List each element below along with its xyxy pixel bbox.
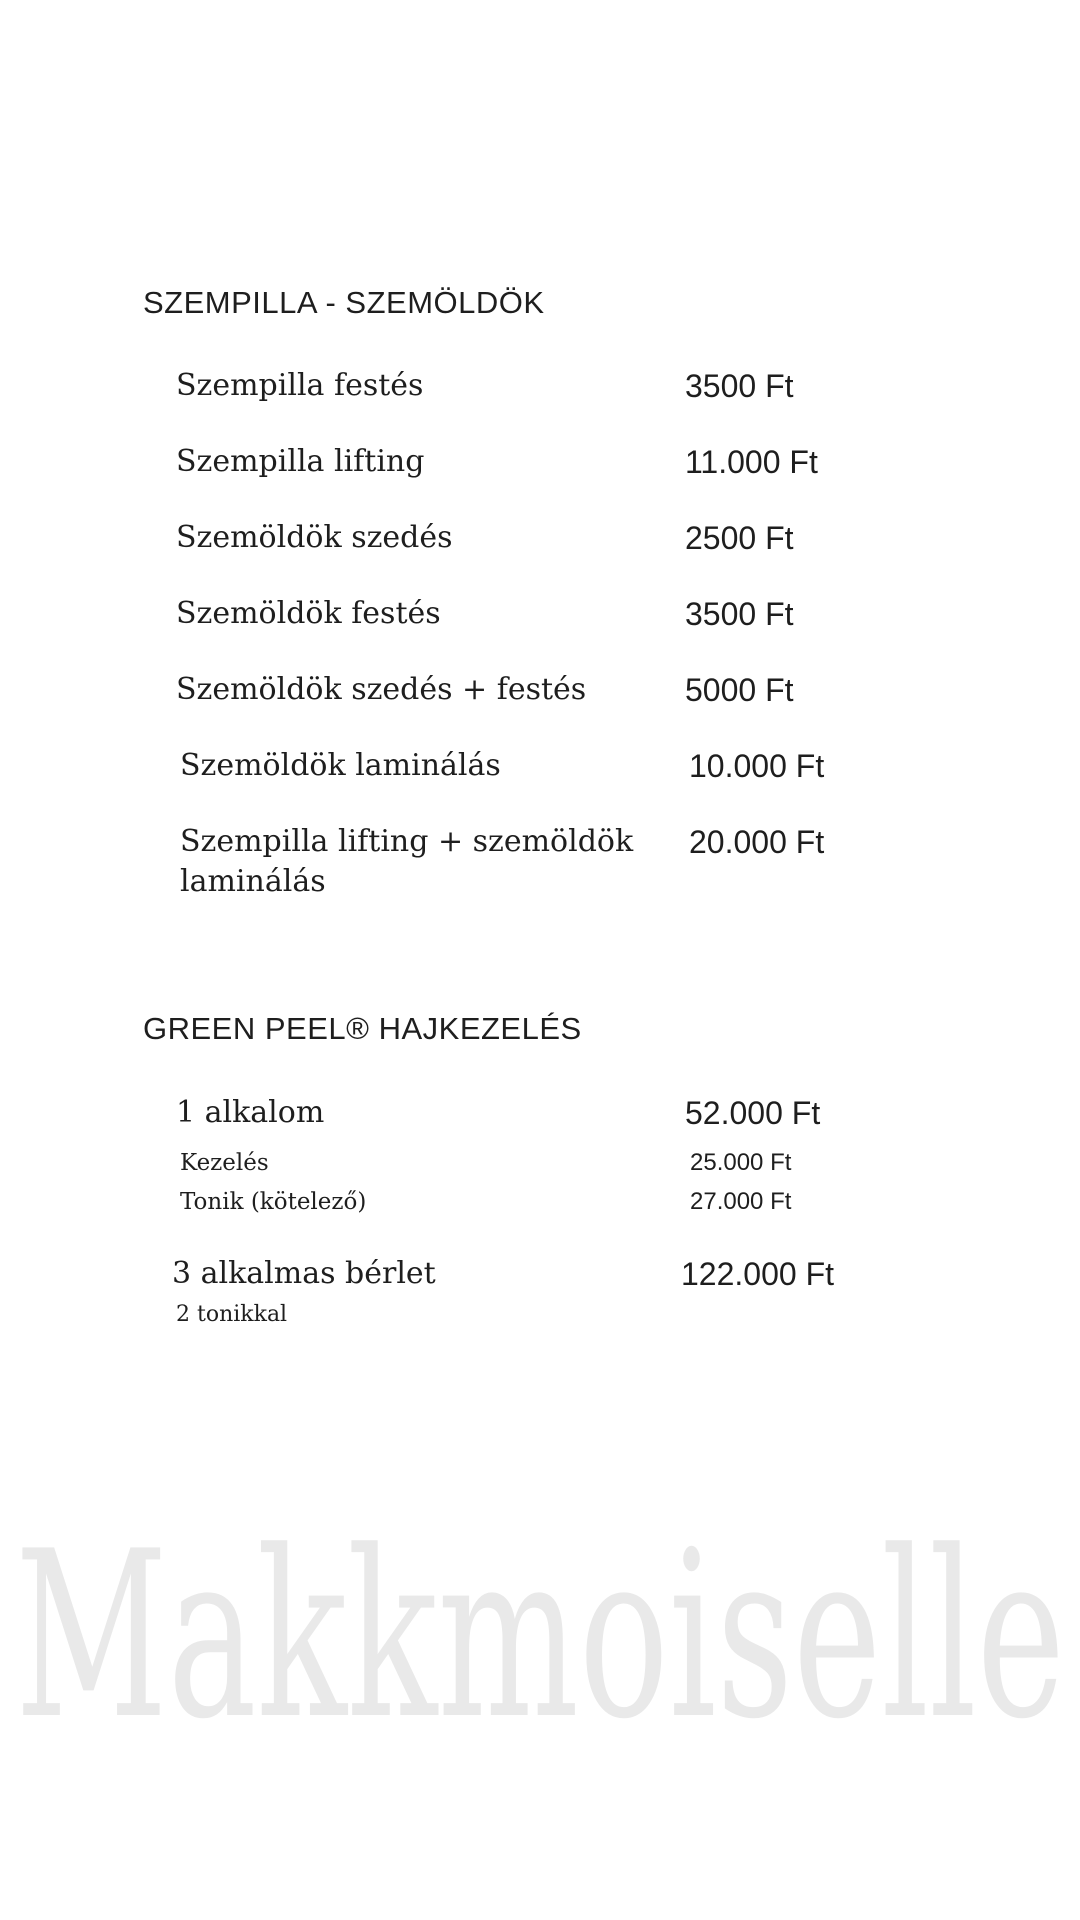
service-name: 1 alkalom [176,1095,325,1130]
brand-watermark-text: Makkmoiselle [15,1530,1065,1750]
service-price: 52.000 Ft [685,1095,821,1131]
service-subitem-name: Kezelés [180,1150,269,1176]
service-price: 11.000 Ft [685,444,818,480]
section-title-szempilla: SZEMPILLA - SZEMÖLDÖK [143,285,545,320]
service-price: 10.000 Ft [689,748,825,784]
service-price: 5000 Ft [685,672,794,708]
service-name: Szemöldök szedés [176,520,453,555]
service-subitem-price: 25.000 Ft [690,1149,792,1176]
service-name: Szempilla lifting + szemöldök laminálás [180,824,634,899]
brand-watermark-logo [0,1530,1080,1750]
service-price: 3500 Ft [685,368,794,404]
service-note: 2 tonikkal [176,1302,288,1327]
section-title-green-peel: GREEN PEEL® HAJKEZELÉS [143,1011,582,1046]
service-name: 3 alkalmas bérlet [172,1256,436,1291]
service-subitem-price: 27.000 Ft [690,1188,792,1215]
service-name: Szemöldök festés [176,596,441,631]
service-subitem-name: Tonik (kötelező) [180,1189,367,1215]
service-name: Szempilla lifting [176,444,425,479]
service-price: 122.000 Ft [681,1256,834,1292]
service-name: Szemöldök szedés + festés [176,672,587,707]
service-name: Szempilla festés [176,368,424,403]
service-price: 3500 Ft [685,596,794,632]
service-price: 2500 Ft [685,520,794,556]
service-price: 20.000 Ft [689,824,825,860]
service-name: Szemöldök laminálás [180,748,501,783]
